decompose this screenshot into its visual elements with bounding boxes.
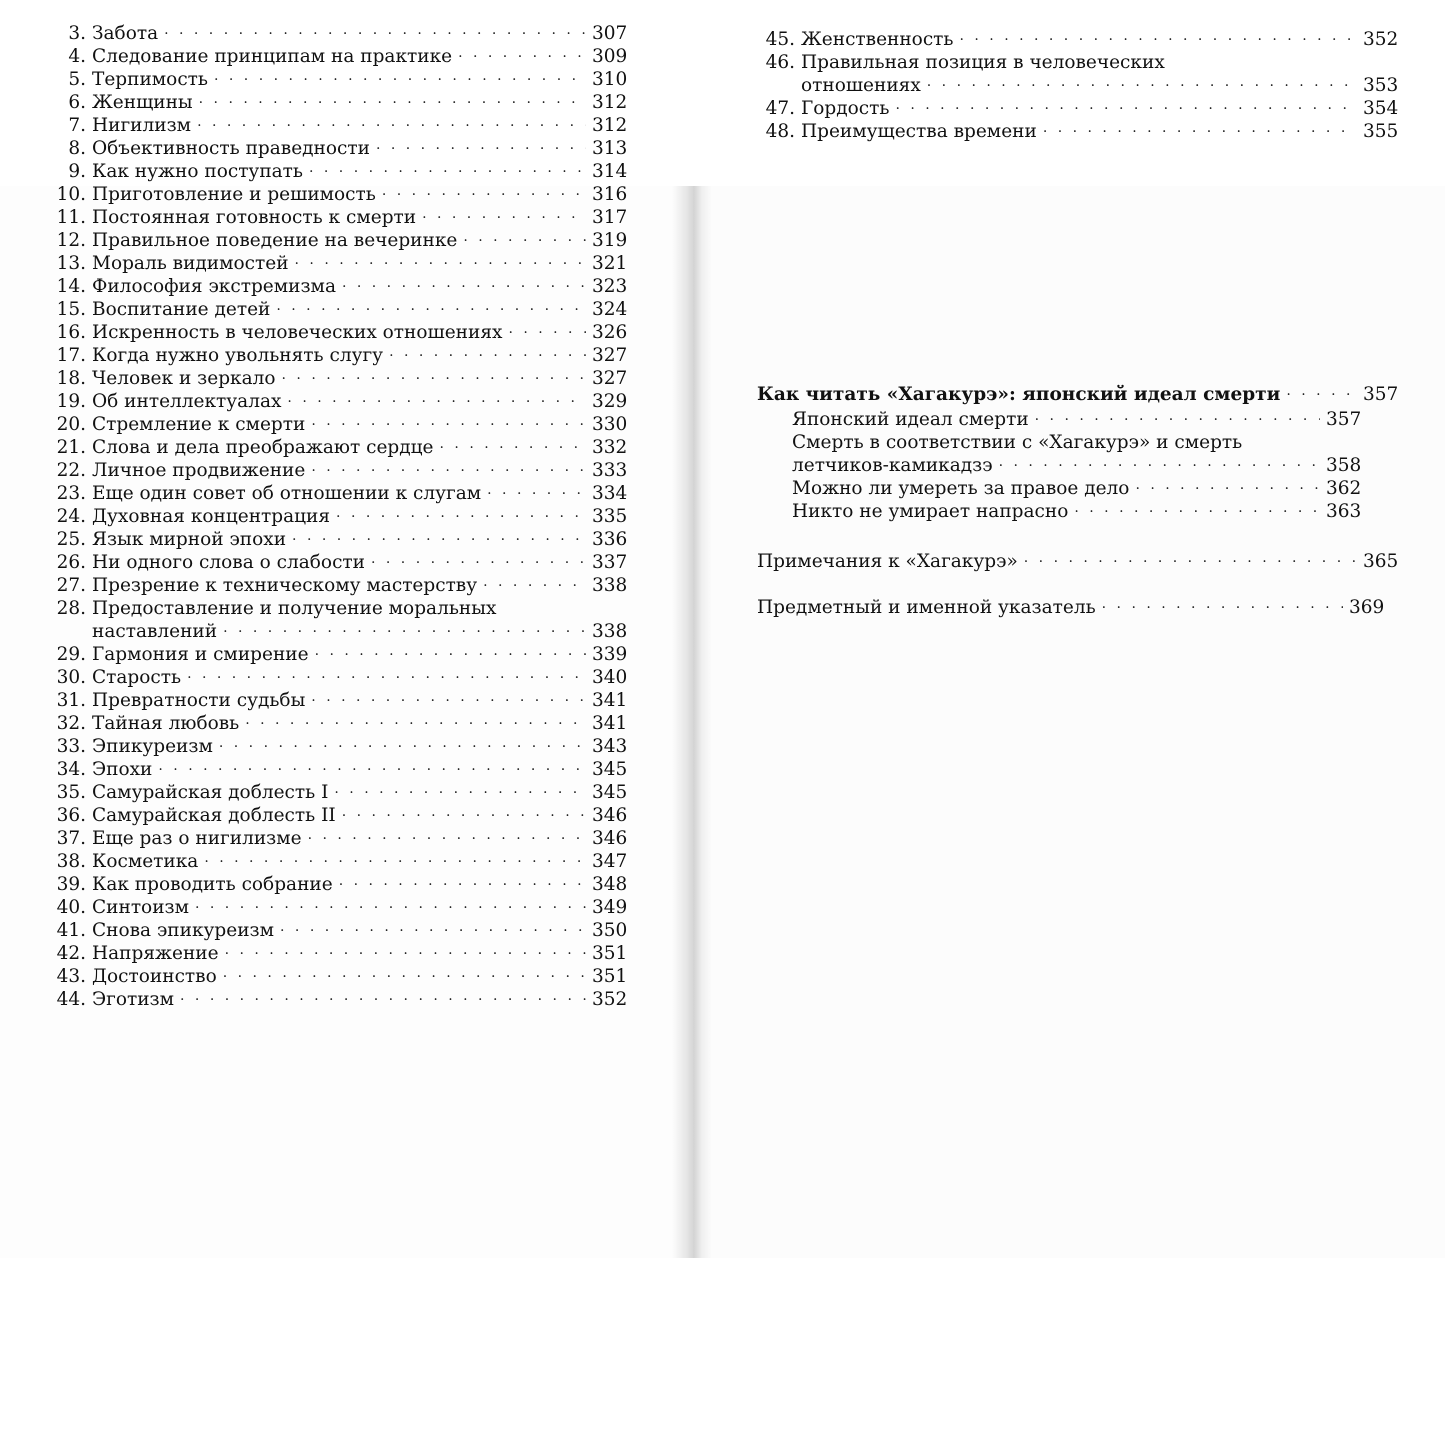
entry-number: 31.: [56, 690, 86, 711]
entry-title: Снова эпикуреизм: [92, 920, 275, 941]
entry-title: Самурайская доблесть II: [92, 805, 336, 826]
entry-page: 317: [592, 207, 628, 228]
toc-entry: [757, 28, 1397, 51]
entry-number: 15.: [56, 299, 86, 320]
entry-page: 348: [592, 874, 628, 895]
entry-number: 39.: [56, 874, 86, 895]
entry-number: 29.: [56, 644, 86, 665]
entry-number: 13.: [56, 253, 86, 274]
entry-page: 345: [592, 759, 628, 780]
toc-entry: [48, 597, 626, 643]
entry-title: Синтоизм: [92, 897, 189, 918]
section-subitem: [792, 431, 1360, 477]
entry-title: Мораль видимостей: [92, 253, 289, 274]
toc-entry: [48, 574, 626, 597]
entry-title: Постоянная готовность к смерти: [92, 207, 417, 228]
entry-number: 44.: [56, 989, 86, 1010]
notes-title: Примечания к «Хагакурэ»: [757, 551, 1018, 572]
right-page: [688, 186, 1445, 1258]
entry-number: 14.: [56, 276, 86, 297]
entry-number: 17.: [56, 345, 86, 366]
entry-page: 327: [592, 368, 628, 389]
entry-number: 8.: [68, 138, 86, 159]
entry-title: Правильная позиция в человеческих: [801, 52, 1165, 73]
entry-page: 309: [592, 46, 628, 67]
entry-title: Самурайская доблесть I: [92, 782, 329, 803]
entry-title: Искренность в человеческих отношениях: [92, 322, 503, 343]
toc-section-hagakure: [757, 383, 1397, 406]
entry-page: 340: [592, 667, 628, 688]
entry-title: Философия экстремизма: [92, 276, 336, 297]
entry-number: 10.: [56, 184, 86, 205]
entry-page: 354: [1363, 98, 1399, 119]
entry-title: Напряжение: [92, 943, 219, 964]
entry-page: 326: [592, 322, 628, 343]
entry-number: 48.: [765, 121, 795, 142]
entry-number: 30.: [56, 667, 86, 688]
entry-page: 323: [592, 276, 628, 297]
subitem-title: Никто не умирает напрасно: [792, 501, 1069, 522]
entry-page: 351: [592, 943, 628, 964]
entry-number: 34.: [56, 759, 86, 780]
entry-title: Предоставление и получение моральных: [92, 598, 497, 619]
entry-title: Терпимость: [92, 69, 208, 90]
entry-page: 345: [592, 782, 628, 803]
toc-entry: [757, 51, 1397, 97]
entry-page: 353: [1363, 75, 1399, 96]
entry-page: 327: [592, 345, 628, 366]
entry-number: 21.: [56, 437, 86, 458]
entry-number: 12.: [56, 230, 86, 251]
entry-page: 333: [592, 460, 628, 481]
entry-page: 352: [592, 989, 628, 1010]
entry-page: 346: [592, 805, 628, 826]
section-subitems: [792, 408, 1360, 523]
subitem-title: Можно ли умереть за правое дело: [792, 478, 1130, 499]
entry-title: Эпикуреизм: [92, 736, 213, 757]
entry-title: Косметика: [92, 851, 199, 872]
entry-number: 6.: [68, 92, 86, 113]
entry-title: Забота: [92, 23, 159, 44]
entry-page: 338: [592, 621, 628, 642]
entry-title-cont: наставлений: [92, 621, 218, 642]
entry-page: 314: [592, 161, 628, 182]
entry-title: Слова и дела преображают сердце: [92, 437, 434, 458]
section-subitem: [792, 408, 1360, 431]
entry-title: Достоинство: [92, 966, 217, 987]
entry-number: 23.: [56, 483, 86, 504]
entry-title: Еще раз о нигилизме: [92, 828, 302, 849]
entry-number: 33.: [56, 736, 86, 757]
entry-number: 19.: [56, 391, 86, 412]
entry-title: Превратности судьбы: [92, 690, 306, 711]
subitem-page: 363: [1326, 501, 1362, 522]
entry-page: 341: [592, 690, 628, 711]
toc-right-list: [757, 28, 1397, 143]
entry-title: Презрение к техническому мастерству: [92, 575, 478, 596]
section-subitem: [792, 500, 1360, 523]
entry-page: 307: [592, 23, 628, 44]
section-title: Как читать «Хагакурэ»: японский идеал смерти: [757, 384, 1281, 405]
entry-number: 5.: [68, 69, 86, 90]
entry-page: 336: [592, 529, 628, 550]
entry-number: 18.: [56, 368, 86, 389]
entry-page: 349: [592, 897, 628, 918]
entry-page: 351: [592, 966, 628, 987]
entry-page: 321: [592, 253, 628, 274]
entry-title: Стремление к смерти: [92, 414, 306, 435]
entry-number: 9.: [68, 161, 86, 182]
book-gutter: [672, 186, 712, 1258]
entry-title: Преимущества времени: [801, 121, 1037, 142]
toc-notes: [757, 550, 1397, 573]
entry-number: 36.: [56, 805, 86, 826]
entry-page: 316: [592, 184, 628, 205]
entry-number: 41.: [56, 920, 86, 941]
entry-page: 355: [1363, 121, 1399, 142]
toc-left-list: [48, 22, 626, 1011]
entry-number: 38.: [56, 851, 86, 872]
entry-page: 324: [592, 299, 628, 320]
toc-entry: [757, 120, 1397, 143]
entry-page: 330: [592, 414, 628, 435]
entry-title: Приготовление и решимость: [92, 184, 376, 205]
entry-page: 310: [592, 69, 628, 90]
subitem-page: 362: [1326, 478, 1362, 499]
entry-number: 46.: [765, 52, 795, 73]
entry-number: 4.: [68, 46, 86, 67]
subitem-title-cont: летчиков-камикадзэ: [792, 455, 993, 476]
entry-page: 346: [592, 828, 628, 849]
entry-page: 343: [592, 736, 628, 757]
toc-index: [757, 596, 1383, 619]
entry-page: 334: [592, 483, 628, 504]
index-page: 369: [1349, 597, 1385, 618]
entry-title: Личное продвижение: [92, 460, 306, 481]
entry-number: 20.: [56, 414, 86, 435]
entry-title-cont: отношениях: [801, 75, 921, 96]
entry-page: 319: [592, 230, 628, 251]
entry-page: 312: [592, 92, 628, 113]
entry-title: Объективность праведности: [92, 138, 370, 159]
entry-page: 338: [592, 575, 628, 596]
entry-title: Когда нужно увольнять слугу: [92, 345, 384, 366]
entry-number: 16.: [56, 322, 86, 343]
entry-page: 339: [592, 644, 628, 665]
entry-number: 28.: [56, 598, 86, 619]
entry-title: Об интеллектуалах: [92, 391, 282, 412]
entry-page: 347: [592, 851, 628, 872]
entry-title: Воспитание детей: [92, 299, 271, 320]
entry-page: 341: [592, 713, 628, 734]
entry-title: Как проводить собрание: [92, 874, 333, 895]
subitem-page: 358: [1326, 455, 1362, 476]
entry-title: Старость: [92, 667, 182, 688]
entry-number: 37.: [56, 828, 86, 849]
entry-number: 25.: [56, 529, 86, 550]
entry-title: Как нужно поступать: [92, 161, 303, 182]
entry-title: Гордость: [801, 98, 890, 119]
entry-number: 22.: [56, 460, 86, 481]
entry-title: Следование принципам на практике: [92, 46, 453, 67]
entry-number: 43.: [56, 966, 86, 987]
entry-number: 3.: [68, 23, 86, 44]
entry-page: 350: [592, 920, 628, 941]
entry-number: 26.: [56, 552, 86, 573]
subitem-page: 357: [1326, 409, 1362, 430]
entry-page: 332: [592, 437, 628, 458]
entry-title: Еще один совет об отношении к слугам: [92, 483, 482, 504]
entry-number: 32.: [56, 713, 86, 734]
entry-number: 27.: [56, 575, 86, 596]
entry-number: 35.: [56, 782, 86, 803]
entry-page: 352: [1363, 29, 1399, 50]
entry-number: 42.: [56, 943, 86, 964]
toc-entry: [48, 988, 626, 1011]
entry-title: Эготизм: [92, 989, 175, 1010]
entry-title: Ни одного слова о слабости: [92, 552, 365, 573]
index-title: Предметный и именной указатель: [757, 597, 1096, 618]
entry-number: 24.: [56, 506, 86, 527]
entry-number: 7.: [68, 115, 86, 136]
entry-title: Тайная любовь: [92, 713, 240, 734]
entry-title: Язык мирной эпохи: [92, 529, 287, 550]
entry-page: 335: [592, 506, 628, 527]
entry-page: 312: [592, 115, 628, 136]
entry-number: 40.: [56, 897, 86, 918]
entry-title: Гармония и смирение: [92, 644, 309, 665]
subitem-title: Смерть в соответствии с «Хагакурэ» и смерть: [792, 432, 1243, 453]
entry-page: 337: [592, 552, 628, 573]
entry-page: 329: [592, 391, 628, 412]
entry-title: Человек и зеркало: [92, 368, 276, 389]
entry-page: 313: [592, 138, 628, 159]
entry-title: Правильное поведение на вечеринке: [92, 230, 458, 251]
entry-title: Эпохи: [92, 759, 153, 780]
subitem-title: Японский идеал смерти: [792, 409, 1029, 430]
entry-number: 11.: [56, 207, 86, 228]
entry-title: Духовная концентрация: [92, 506, 331, 527]
entry-title: Женщины: [92, 92, 193, 113]
entry-number: 47.: [765, 98, 795, 119]
entry-title: Женственность: [801, 29, 954, 50]
notes-page: 365: [1363, 551, 1399, 572]
section-page: 357: [1363, 384, 1399, 405]
entry-number: 45.: [765, 29, 795, 50]
entry-title: Нигилизм: [92, 115, 192, 136]
